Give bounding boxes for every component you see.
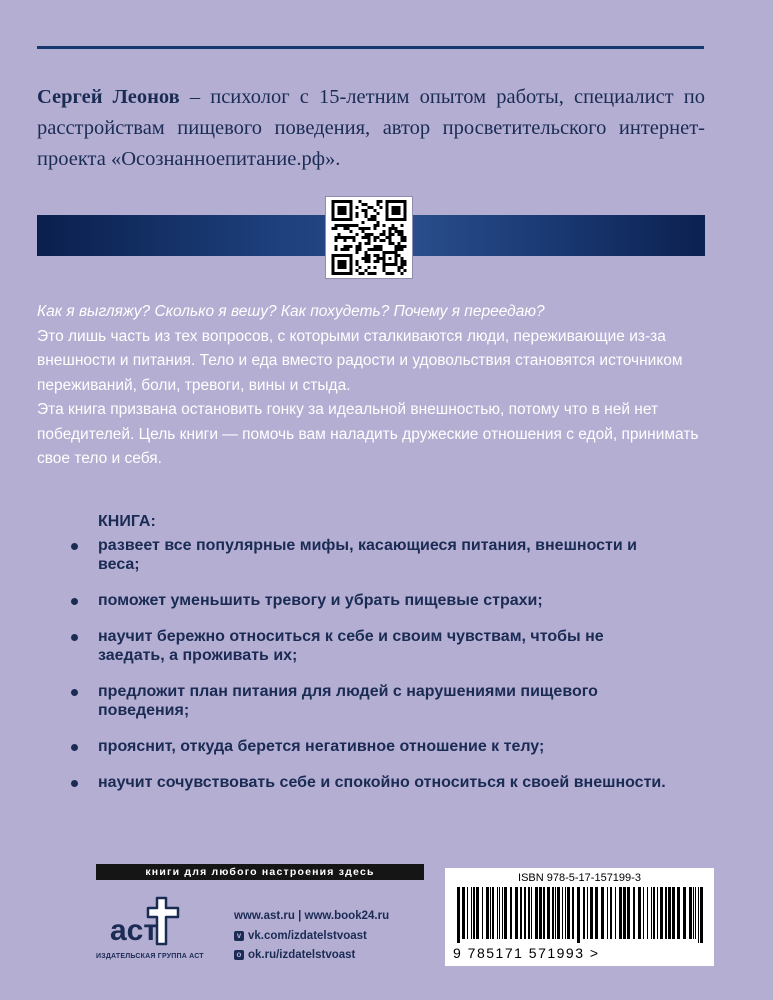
vk-icon: v [234,931,244,941]
isbn-barcode [445,868,714,966]
barcode-icon [455,887,704,943]
list-item [71,536,671,574]
isbn-label: ISBN 978-5-17-157199-3 [518,872,641,884]
ok-link[interactable] [234,949,355,961]
list-item-text: поможет уменьшить тревогу и убрать пищевые страхи; [98,592,543,609]
vk-link[interactable] [234,930,367,942]
bullet-icon [71,634,78,641]
bullet-icon [71,744,78,751]
description [37,300,705,472]
publisher-caption: ИЗДАТЕЛЬСКАЯ ГРУППА АСТ [96,953,204,960]
description-questions: Как я выгляжу? Сколько я вешу? Как похудеть? Почему я переедаю? [37,303,545,320]
ast-logo-icon [104,892,194,955]
author-bio [37,82,705,175]
author-name: Сергей Леонов [37,86,180,108]
bullet-icon [71,689,78,696]
ok-icon: o [234,950,244,960]
author-bio-text: – психолог с 15-летним опытом работы, специалист по расстройствам пищевого поведения, автор просветительского интернет-проекта «Осознанноепитание.рф». [37,86,705,170]
list-item-text: научит сочувствовать себе и спокойно относиться к своей внешности. [98,774,666,791]
ok-link-text: ok.ru/izdatelstvoast [248,949,356,961]
bullet-icon [71,598,78,605]
vk-link-text: vk.com/izdatelstvoast [248,930,367,942]
top-divider [37,46,704,49]
list-item [71,682,671,720]
publisher-tagline: книги для любого настроения здесь [96,864,424,880]
list-item-text: научит бережно относиться к себе и своим чувствам, чтобы не заедать, а проживать их; [98,628,604,664]
description-paragraph-2: Эта книга призвана остановить гонку за идеальной внешностью, потому что в ней нет победителей. Цель книги — помочь вам наладить дружеские отношения с едой, принимать свое тело и себя. [37,401,699,467]
list-item-text: развеет все популярные мифы, касающиеся питания, внешности и веса; [98,537,637,573]
bullet-icon [71,543,78,550]
logo-text: аст [110,914,159,947]
list-item [71,773,671,792]
qr-code-icon[interactable] [325,196,413,279]
list-item [71,737,671,756]
bullet-icon [71,780,78,787]
book-benefits-heading: КНИГА: [98,513,156,530]
list-item [71,591,671,610]
list-item [71,627,671,665]
description-paragraph-1: Это лишь часть из тех вопросов, с которыми сталкиваются люди, переживающие из-за внешности и питания. Тело и еда вместо радости и удовольствия становятся источником переживаний, боли, тревоги, вины и стыда. [37,327,683,394]
isbn-digits: 9 785171 571993 > [453,945,600,961]
book-benefits [71,512,671,809]
publisher-websites[interactable]: www.ast.ru | www.book24.ru [234,910,390,922]
list-item-text: прояснит, откуда берется негативное отношение к телу; [98,738,545,755]
list-item-text: предложит план питания для людей с нарушениями пищевого поведения; [98,683,598,719]
